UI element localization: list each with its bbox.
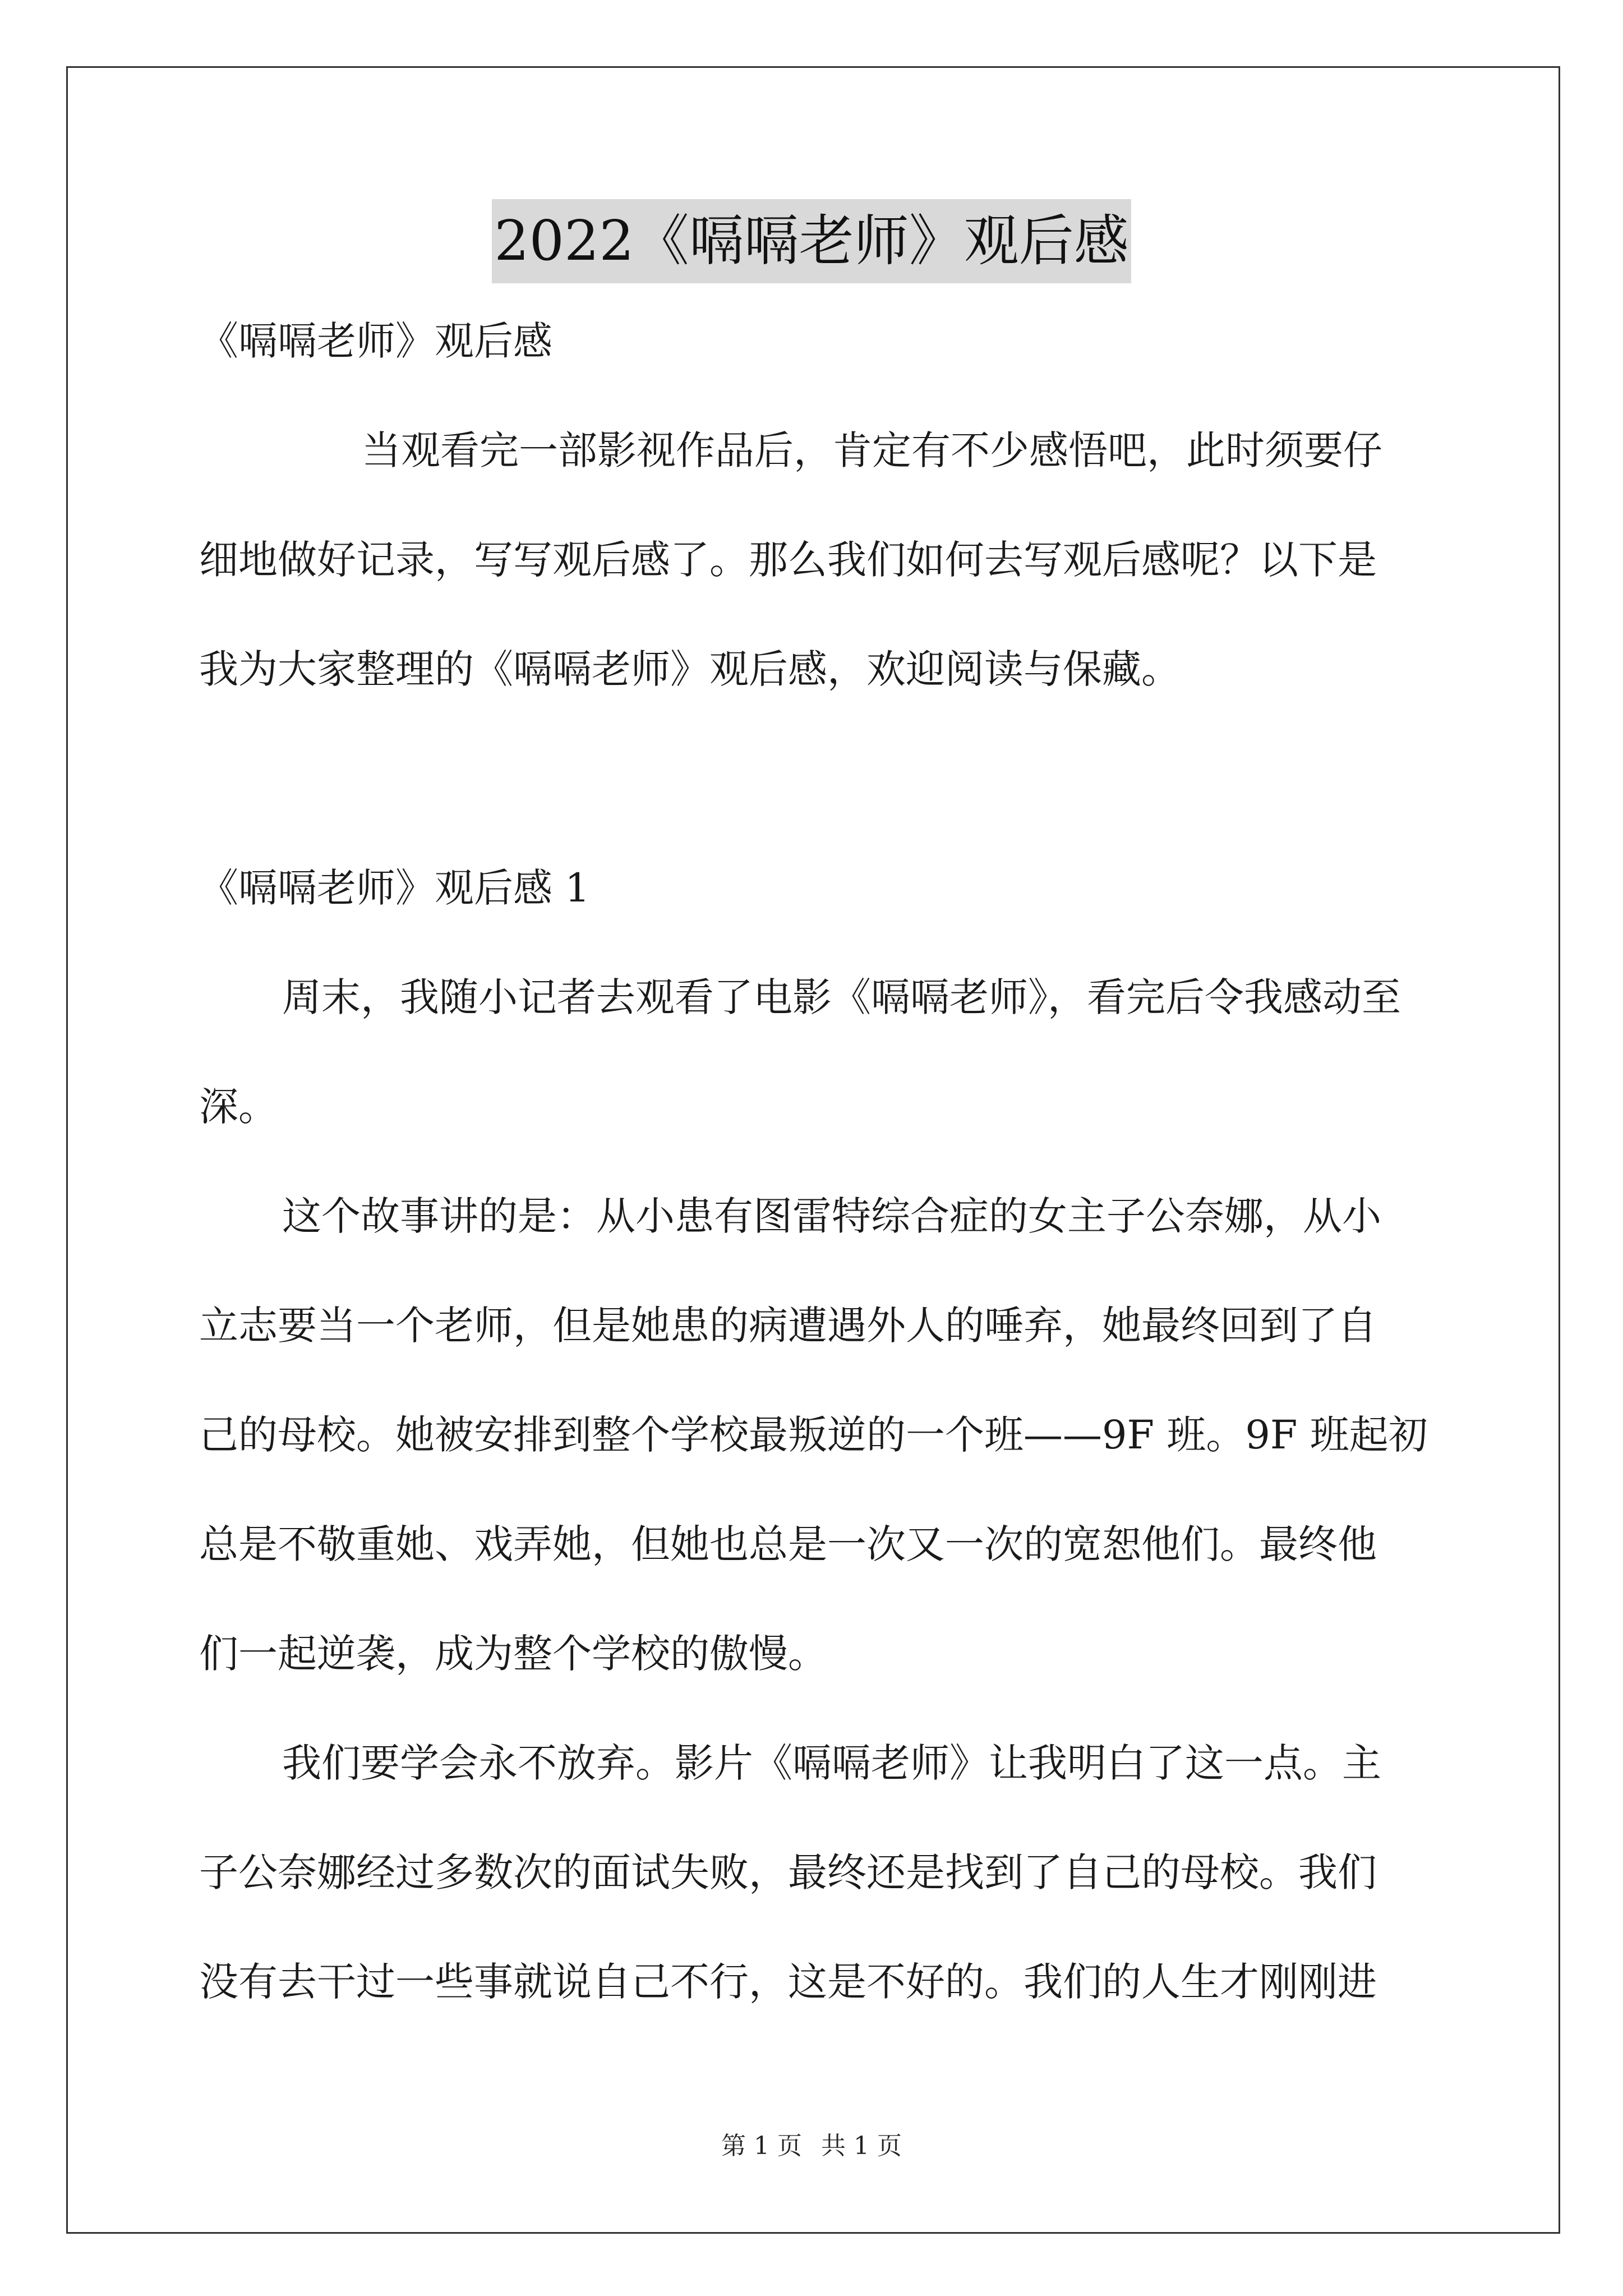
body-line-4: 立志要当一个老师，但是她患的病遭遇外人的唾弃，她最终回到了自 [199, 1303, 1377, 1349]
body-line-6: 总是不敬重她、戏弄她，但她也总是一次又一次的宽恕他们。最终他 [199, 1521, 1377, 1567]
section-heading: 《嗝嗝老师》观后感 1 [199, 865, 590, 911]
title-wrap [0, 199, 1623, 283]
section-spacer [199, 752, 1433, 861]
page-footer [0, 2129, 1623, 2163]
body-line-9: 子公奈娜经过多数次的面试失败，最终还是找到了自己的母校。我们 [199, 1849, 1377, 1895]
page-total: 共 1 页 [821, 2132, 902, 2160]
document-subtitle: 《嗝嗝老师》观后感 [199, 318, 552, 364]
body-line-5: 己的母校。她被安排到整个学校最叛逆的一个班——9F 班。9F 班起初 [199, 1412, 1428, 1458]
page-number: 第 1 页 [721, 2132, 802, 2160]
body-line-3: 这个故事讲的是：从小患有图雷特综合症的女主子公奈娜，从小 [282, 1193, 1381, 1239]
intro-line-1: 当观看完一部影视作品后，肯定有不少感悟吧，此时须要仔 [362, 427, 1382, 473]
document-body [199, 314, 1433, 2064]
intro-line-3: 我为大家整理的《嗝嗝老师》观后感，欢迎阅读与保藏。 [199, 646, 1181, 692]
body-line-10: 没有去干过一些事就说自己不行，这是不好的。我们的人生才刚刚进 [199, 1959, 1377, 2005]
document-title: 2022《嗝嗝老师》观后感 [492, 199, 1131, 283]
body-line-2: 深。 [199, 1084, 278, 1130]
body-line-8: 我们要学会永不放弃。影片《嗝嗝老师》让我明白了这一点。主 [282, 1740, 1381, 1786]
intro-line-2: 细地做好记录，写写观后感了。那么我们如何去写观后感呢？以下是 [199, 537, 1377, 583]
body-line-7: 们一起逆袭，成为整个学校的傲慢。 [199, 1631, 827, 1677]
body-line-1: 周末，我随小记者去观看了电影《嗝嗝老师》，看完后令我感动至 [282, 974, 1401, 1020]
